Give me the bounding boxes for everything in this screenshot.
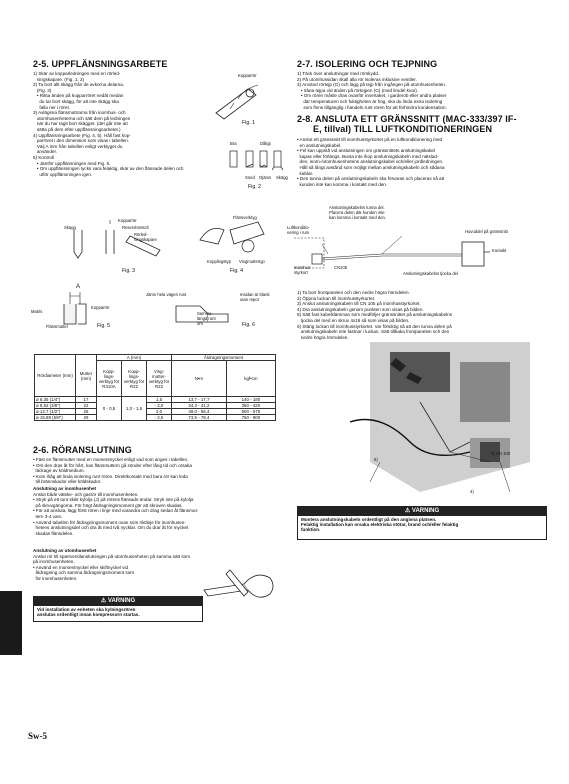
diag-tunn3: kan komma i kontakt med den. bbox=[329, 215, 387, 220]
table-cell: 500 - 575 bbox=[226, 409, 275, 415]
interface-cable-diagram bbox=[292, 234, 540, 274]
warning-line: Felaktig installation kan orsaka elektriska stötar, brand och/eller felaktig bbox=[301, 522, 459, 528]
fig3-ningskapare-label: ningskapare bbox=[134, 237, 157, 242]
section-title-2-8-line2: E, tillval) TILL LUFTKONDITIONERINGEN bbox=[313, 124, 493, 134]
table-cell: 73,5 - 78,4 bbox=[172, 415, 227, 421]
table-cell: 22 bbox=[76, 403, 97, 409]
th-diam: Rördiameter (mm) bbox=[35, 355, 76, 397]
text-line: • Den tunna delen på anslutningskabeln ska förvaras och placeras så att bbox=[297, 176, 445, 182]
warning-box-2 bbox=[297, 506, 547, 540]
fig5-label: Fig. 5 bbox=[97, 323, 110, 329]
table-cell: 34,3 - 41,2 bbox=[172, 403, 227, 409]
th-kgf: kgf•cm bbox=[226, 361, 275, 397]
text-line: för inomhusenheten. bbox=[33, 575, 78, 581]
diag-tjock: Anslutningskabelns tjocka del bbox=[403, 271, 458, 276]
section-2-6-text-2 bbox=[33, 497, 281, 536]
fig5-koppar-label: Kopparrör bbox=[91, 305, 110, 310]
fig2-cut-examples bbox=[226, 148, 288, 174]
diag-luft2: nering i rum bbox=[287, 230, 310, 235]
text-line: • Stryk på ett tunt skikt kylolja (J) på rörens flänsade ändar. Stryk inte på kylolja bbox=[33, 497, 194, 503]
warning-icon: ⚠ bbox=[100, 598, 107, 604]
text-line: • Kom ihåg att linda isolering runt rören. Direktkontakt med bara rör kan leda bbox=[33, 473, 188, 479]
text-line: ningskapare. (Fig. 1, 2) bbox=[33, 76, 85, 82]
text-line: 1) Ta bort frontpanelen och den nedre högra hörndelen. bbox=[297, 290, 410, 295]
text-line: tern 3-4 varv. bbox=[33, 513, 63, 519]
text-line: • Använd tabellen för åtdragningsmoment ovan som riktlinje för inomhusen- bbox=[33, 519, 186, 525]
fig4-label: Fig. 4 bbox=[230, 268, 243, 274]
text-line: parröret i den dimension som visas i tabellen. bbox=[33, 138, 130, 144]
fig6-insidan2-label: utan repor bbox=[240, 297, 260, 302]
fig3-kopparror-label: Kopparrör bbox=[118, 218, 137, 223]
table-cell: 13,7 - 17,7 bbox=[172, 397, 227, 403]
text-line: 2) Ta bort allt skägg från de avkorna delarna. bbox=[33, 82, 125, 88]
fig6-samma2-label: längd runt bbox=[197, 316, 216, 321]
fig4-flans-label: Flänsverktyg bbox=[233, 215, 257, 220]
table-cell: 49,0 - 56,4 bbox=[172, 409, 227, 415]
section-title-2-7: 2-7. ISOLERING OCH TEJPNING bbox=[297, 59, 438, 69]
fig2-good-label: Bra bbox=[230, 141, 237, 146]
diag-huvud: Huvuddel på gränssnitt bbox=[465, 229, 508, 234]
section-2-8-text bbox=[297, 137, 542, 187]
table-cell: 2,0 bbox=[147, 409, 172, 415]
text-line: när du har tagit bort skägget. (det går inte att bbox=[33, 121, 128, 127]
fig2-sned-label: Sned bbox=[245, 175, 255, 180]
sub-inomhus-text: Anslut både vätske- och gasrör till inomhusenheten. bbox=[33, 491, 139, 497]
warning-line: Montera anslutningskabeln ordentligt på den angivna platsen. bbox=[301, 517, 437, 522]
section-2-7-text bbox=[297, 71, 542, 110]
text-line: • Jämför uppflänsningen med Fig. 6. bbox=[33, 160, 111, 166]
text-line: 2) På utomhussidan skall alla rör isoleras inklusive ventiler. bbox=[297, 76, 417, 82]
warning-line: anslutas ordentligt innan kompressorn startas. bbox=[37, 612, 140, 618]
table-cell: - 2,0 bbox=[147, 403, 172, 409]
photo-callout-4: 4) bbox=[470, 489, 474, 494]
language-side-tab bbox=[0, 591, 22, 655]
text-line: kablar. bbox=[297, 170, 314, 176]
text-line: till brännskador eller köldskador. bbox=[33, 479, 102, 485]
warning-text-1 bbox=[34, 606, 202, 619]
text-line: 5) Sätt fast kabelklämman som medföljer gränssnittet på anslutningskabelns bbox=[297, 312, 452, 318]
text-line: • Anslut ett gränssnitt till inomhusstyrkortet på en luftkonditionering med bbox=[297, 137, 443, 142]
fig3-label: Fig. 3 bbox=[122, 268, 135, 274]
th-nm: N•m bbox=[172, 361, 227, 397]
text-line: kapas eller förlängs. Bunta inte ihop anslutningskabeln med nätslad- bbox=[297, 153, 439, 159]
warning-line: Vid installation av enheten ska kylningsrören bbox=[37, 607, 136, 612]
text-line: • Om den dras åt för hårt, kan flänsmuttern gå sönder efter lång tid och orsaka bbox=[33, 462, 192, 468]
text-line: nedre högra hörndelen. bbox=[297, 334, 349, 340]
fig5-matris-label: Matris bbox=[31, 309, 43, 314]
th-moment: Åtdragningsmoment bbox=[172, 355, 276, 361]
table-cell: 140 - 180 bbox=[226, 397, 275, 403]
text-line: kunden inte kan komma i kontakt med den. bbox=[297, 181, 388, 187]
th-ving-r22: Ving- mutter- verktyg för R22 bbox=[147, 361, 172, 397]
text-line: 1) Täck över anslutningar med rörskydd. bbox=[297, 71, 380, 76]
text-line: tjocka del med en skruv 4x16 så som visas på bilden. bbox=[297, 317, 410, 323]
warning-icon: ⚠ bbox=[404, 508, 411, 514]
text-line: • Fäst en flänsmutter med en momentnyckel enligt vad som anges i tabellen. bbox=[33, 457, 189, 462]
text-line: 3) Anslut anslutningskabeln till CN 105 på inomhusstyrkortet. bbox=[297, 301, 421, 307]
th-mutter: Mutter (mm) bbox=[76, 355, 97, 397]
text-line: hetens anslutningsdel och dra åt med två nycklar. Om du drar åt för mycket bbox=[33, 525, 189, 531]
fig3-reserv-label: Reservbrotsch bbox=[122, 225, 149, 230]
warning-box-1 bbox=[33, 596, 203, 622]
text-line: 3) Avlägsna flänsmuttrarna från inomhus- och bbox=[33, 110, 126, 116]
text-line: skadas flänsdelen. bbox=[33, 530, 74, 536]
table-cell: - 2,5 bbox=[147, 415, 172, 421]
section-title-2-6: 2-6. RÖRANSLUTNING bbox=[33, 445, 132, 455]
fig3-deburr-illustration bbox=[60, 218, 180, 266]
text-line: • Om rören måste dras ovanför innertaket, i garderob eller andra platser bbox=[297, 93, 447, 99]
text-line: • För att ansluta, lägg först rören i linje med varandra och drag sedan åt flänsmut- bbox=[33, 508, 199, 514]
fig6-samma3-label: om bbox=[197, 321, 203, 326]
text-line: på inomhusenheten. bbox=[33, 559, 75, 565]
fig6-samma1-label: Samma bbox=[197, 311, 212, 316]
text-line: 5) Kontroll bbox=[33, 154, 54, 160]
section-2-8-steps bbox=[297, 290, 552, 340]
table-cell: 17 bbox=[76, 397, 97, 403]
fig4-vinge-label: Vingmuttertyp bbox=[239, 259, 265, 264]
text-line: 6) Stäng luckan till inomhusstyrkortet. Var försiktig så att den tunna delen på bbox=[297, 323, 452, 329]
fig3-skagg-label: Skägg bbox=[64, 225, 76, 230]
text-line: falla ner i röret. bbox=[33, 104, 71, 110]
th-a: A (mm) bbox=[97, 355, 172, 361]
diag-tunn2: Placera delen där kunden inte bbox=[329, 210, 385, 215]
th-kopp-r22: Kopp- lings- verktyg för R22 bbox=[122, 361, 147, 397]
table-cell: ø 6,35 (1/4") bbox=[35, 397, 76, 403]
diag-inom2: styrkort bbox=[294, 270, 308, 275]
table-cell: 29 bbox=[76, 415, 97, 421]
torque-table bbox=[34, 354, 276, 421]
sub-inomhus: Anslutning av inomhusenhet bbox=[33, 486, 97, 491]
fig4-koppling-label: Kopplingstyp bbox=[207, 259, 231, 264]
wrench-illustration bbox=[200, 560, 280, 612]
photo-callout-5: 5) bbox=[374, 457, 378, 462]
section-2-6-text bbox=[33, 457, 281, 485]
fig2-label: Fig. 2 bbox=[248, 184, 261, 190]
table-cell: 350 - 420 bbox=[226, 403, 275, 409]
sub-utomhus: Anslutning av utomhusenhet bbox=[33, 548, 97, 553]
table-cell: 26 bbox=[76, 409, 97, 415]
table-cell: ø 12,7 (1/2") bbox=[35, 409, 76, 415]
warning-header-1 bbox=[34, 597, 202, 606]
text-line: läckage av köldmedium. bbox=[33, 468, 85, 474]
text-line: på skruvgängorna. För högt åtdragningsmoment gör att skruven skadas. bbox=[33, 502, 183, 508]
diag-luft1: Luftkonditio- bbox=[287, 225, 310, 230]
fig2-bad-label: Dåligt bbox=[260, 141, 271, 146]
text-line: • Använd en momentnyckel eller skiftnyckel vid bbox=[33, 564, 129, 570]
text-line: anslutningskabeln inte fastnar i luckan. Sätt tillbaka frontpanelen och den bbox=[297, 329, 450, 335]
text-line: där temperaturen och fuktigheten är hög, ska du linda extra isolering bbox=[297, 98, 443, 104]
fig1-label: Fig. 1 bbox=[242, 120, 255, 126]
fig5-mutter-label: Flänsmutter bbox=[46, 324, 69, 329]
text-line: (Fig. 3) bbox=[33, 87, 52, 93]
text-line: som finns tillgänglig i handeln runt rören för att förhindra kondensation. bbox=[297, 104, 447, 110]
section-2-6-text-3 bbox=[33, 554, 223, 582]
warning-line: funktion. bbox=[301, 527, 321, 533]
warning-title-1: VARNING bbox=[107, 598, 136, 604]
fig2-skagg-label: Skägg bbox=[276, 175, 288, 180]
warning-text-2 bbox=[298, 516, 546, 535]
photo-callout-3: 3) CN 105 bbox=[491, 451, 511, 456]
text-line: 3) Använd rörtejp (G) och lägg på tejp från ingången på utomhusenheten. bbox=[297, 82, 447, 88]
diag-cn: CN105 bbox=[334, 265, 348, 270]
fig2-ojamn-label: Ojämn bbox=[259, 175, 272, 180]
warning-title-2: VARNING bbox=[411, 508, 440, 514]
text-line: den, inom-/utomhusenhetens anslutningskabel och/eller jordledningen. bbox=[297, 159, 444, 165]
text-line: 1) Skär av kopparledningen med en rörled- bbox=[33, 71, 121, 76]
text-line: • Fel kan uppstå vid anslutningen om gränssnittets anslutningskabel bbox=[297, 148, 435, 154]
text-line: utför uppflänsningen igen. bbox=[33, 171, 93, 177]
indoor-unit-wiring-photo bbox=[330, 342, 530, 504]
text-line: sätta på dem efter uppflänsningsarbetet.) bbox=[33, 126, 121, 132]
table-cell: 750 - 800 bbox=[226, 415, 275, 421]
section-title-2-5: 2-5. UPPFLÄNSNINGSARBETE bbox=[33, 59, 168, 69]
fig3-rorled-label: Rörled- bbox=[134, 232, 148, 237]
fig5-a-label: A bbox=[76, 284, 81, 290]
page-number: Sw-5 bbox=[28, 731, 48, 741]
table-cell: 1,0 - 1,5 bbox=[122, 397, 147, 421]
text-line: 4) Uppflänsningsarbete (Fig. 4, 5). Håll fast kop- bbox=[33, 132, 131, 138]
diag-inom1: Inomhus- bbox=[294, 265, 312, 270]
table-cell: 0 - 0,5 bbox=[97, 397, 122, 421]
text-line: • Om uppflänsningen tycks vara felaktig, skär av den flänsade delen och bbox=[33, 166, 184, 172]
text-line: 4) Dra anslutningskabeln genom punkten som visas på bilden. bbox=[297, 306, 424, 312]
text-line: en anslutningskabel. bbox=[297, 142, 342, 148]
warning-header-2 bbox=[298, 507, 546, 516]
text-line: 2) Öppna luckan till inomhusstyrkortet. bbox=[297, 295, 376, 301]
text-line: använder. bbox=[33, 149, 58, 155]
text-line: Anslut rör till spärrventilanslutningen på utomhusenheten på samma sätt som bbox=[33, 553, 191, 559]
section-title-2-8-line1: 2-8. ANSLUTA ETT GRÄNSSNITT (MAC-333/397 IF- bbox=[297, 114, 517, 124]
th-kopp-r410a: Kopp- lings- verktyg för R410A bbox=[97, 361, 122, 397]
text-line: du tar bort skägg, för att inte skägg ska bbox=[33, 98, 119, 104]
diag-kontakt: Kontakt bbox=[492, 248, 507, 253]
diag-tunn1: Anslutningskabelns tunna del. bbox=[329, 205, 385, 210]
table-cell: 1,5 bbox=[147, 397, 172, 403]
section-2-5-text bbox=[33, 71, 223, 177]
fig6-insidan1-label: Insidan är blank bbox=[240, 292, 270, 297]
text-line: Välj A mm från tabellen enligt verktyget du bbox=[33, 143, 123, 149]
fig6-label: Fig. 6 bbox=[242, 322, 255, 328]
text-line: • Sluta tejpa vid änden på rörtejpen (G) (med limdel kvar). bbox=[297, 87, 419, 93]
table-cell: ø 15,88 (5/8") bbox=[35, 415, 76, 421]
table-cell: ø 9,52 (3/8") bbox=[35, 403, 76, 409]
text-line: utomhusenheterna och sätt dem på ledningen bbox=[33, 115, 131, 121]
fig6-jamn-label: Jämn hela vägen runt bbox=[146, 292, 187, 297]
fig1-copper-label: Kopparrör bbox=[238, 73, 257, 78]
text-line: åtdragning och samma åtdragningsmoment som bbox=[33, 570, 135, 576]
text-line: Håll så långt avstånd som möjligt mellan anslutningskabeln och sådana bbox=[297, 164, 445, 170]
text-line: • Rikta änden på kopparröret nedåt medan bbox=[33, 93, 124, 99]
